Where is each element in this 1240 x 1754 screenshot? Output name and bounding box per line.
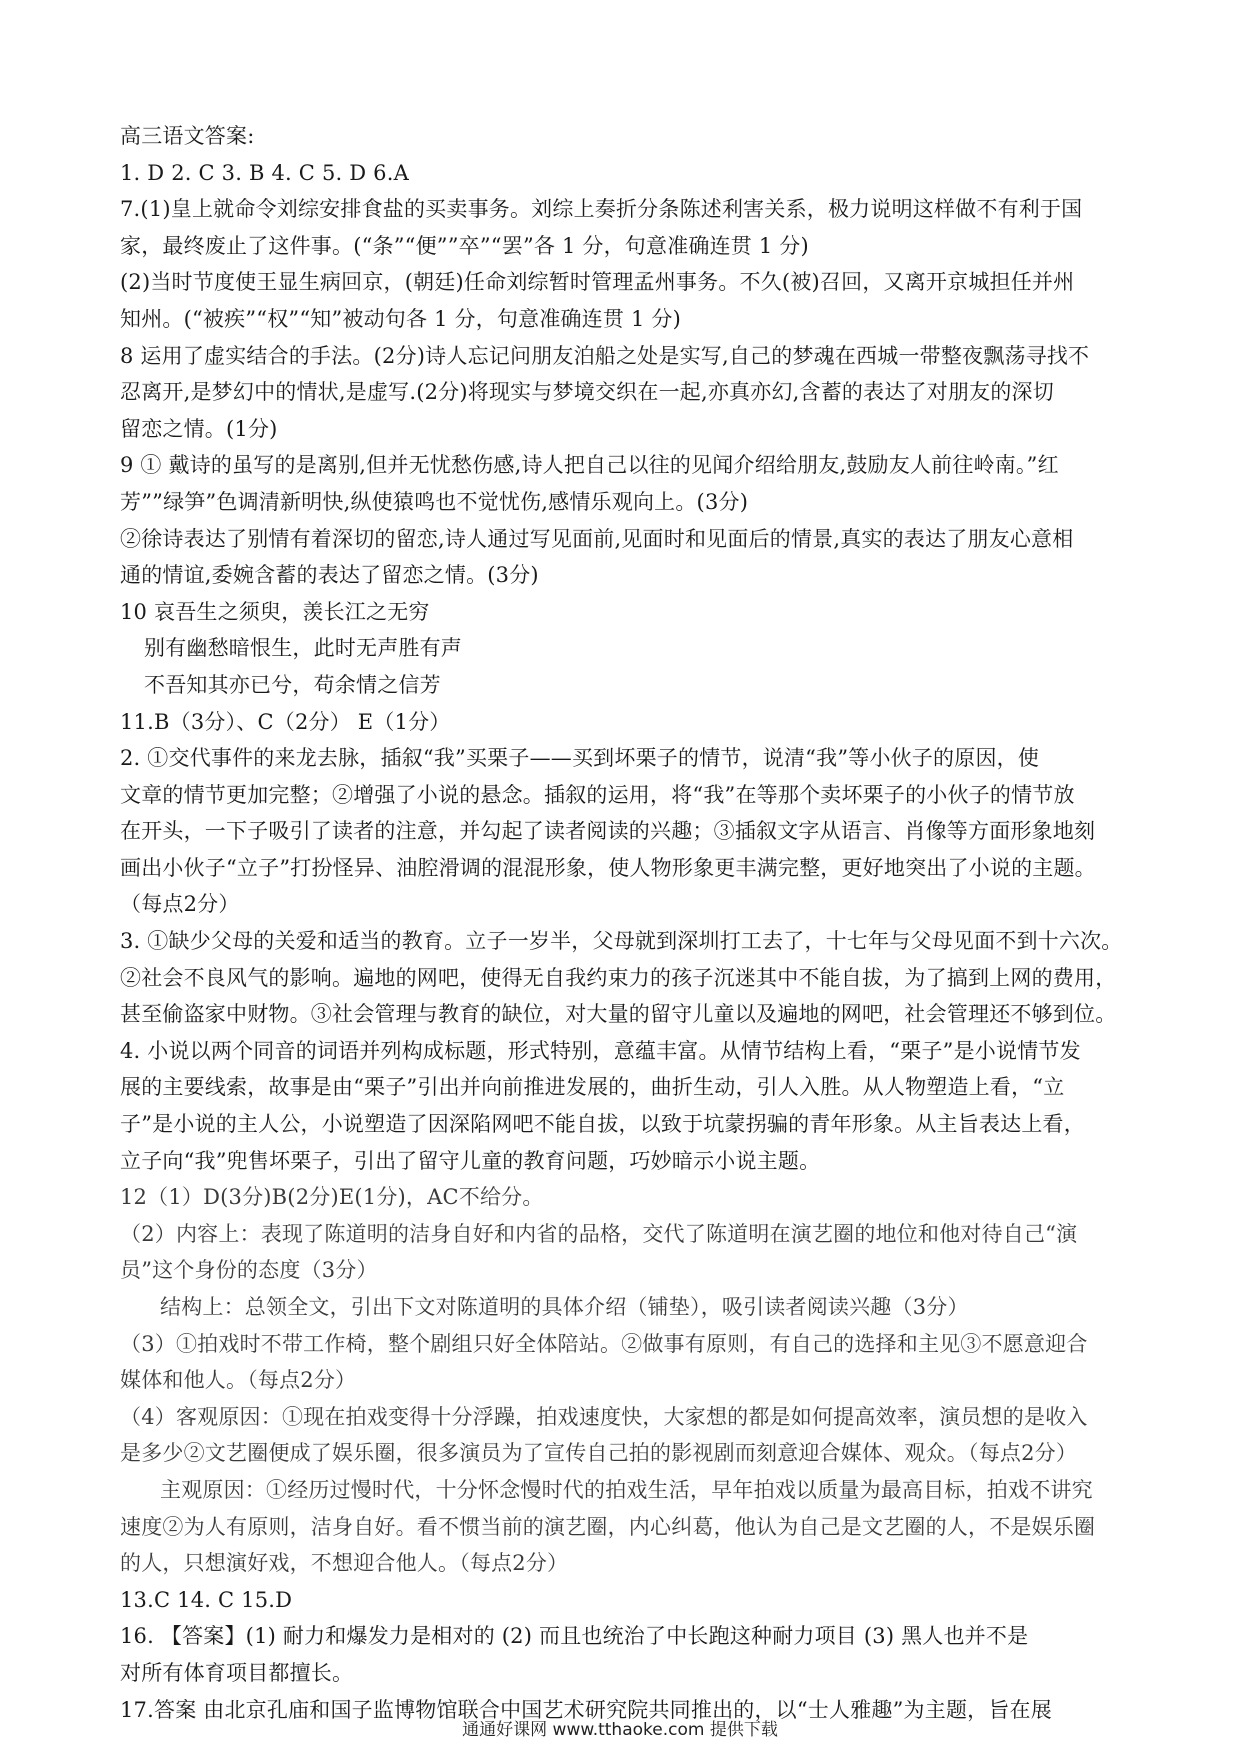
answer-document: [120, 118, 1130, 1728]
answer-line: 2. ①交代事件的来龙去脉，插叙“我”买栗子——买到坏栗子的情节，说清“我”等小伙子的原因，使: [120, 746, 1040, 771]
answer-line: 16. 【答案】(1) 耐力和爆发力是相对的 (2) 而且也统治了中长跑这种耐力项目 (3) 黑人也并不是: [120, 1624, 1029, 1649]
answer-line: ②社会不良风气的影响。遍地的网吧，使得无自我约束力的孩子沉迷其中不能自拔，为了搞到上网的费用，: [120, 965, 1117, 990]
answer-line: 文章的情节更加完整；②增强了小说的悬念。插叙的运用，将“我”在等那个卖坏栗子的小伙子的情节放: [120, 782, 1075, 807]
answer-line: 17.答案 由北京孔庙和国子监博物馆联合中国艺术研究院共同推出的，以“士人雅趣”为主题，旨在展: [120, 1697, 1052, 1722]
answer-line: 忍离开,是梦幻中的情状,是虚写.(2分)将现实与梦境交织在一起,亦真亦幻,含蓄的表达了对朋友的深切: [120, 380, 1054, 405]
answer-line: 在开头，一下子吸引了读者的注意，并勾起了读者阅读的兴趣；③插叙文字从语言、肖像等方面形象地刻: [120, 819, 1096, 844]
answer-line: 对所有体育项目都擅长。: [120, 1660, 354, 1685]
answer-line: (2)当时节度使王显生病回京，(朝廷)任命刘综暂时管理孟州事务。不久(被)召回，又离开京城担任并州: [120, 270, 1075, 295]
answer-line: 结构上：总领全文，引出下文对陈道明的具体介绍（铺垫），吸引读者阅读兴趣（3分）: [160, 1295, 969, 1319]
answer-line: 8 运用了虚实结合的手法。(2分)诗人忘记问朋友泊船之处是实写,自己的梦魂在西城一带整夜飘荡寻找不: [120, 343, 1090, 368]
answer-line: 画出小伙子“立子”打扮怪异、油腔滑调的混混形象，使人物形象更丰满完整，更好地突出了小说的主题。: [120, 855, 1096, 880]
answer-line: （2）内容上：表现了陈道明的洁身自好和内省的品格，交代了陈道明在演艺圈的地位和他对待自己“演: [120, 1221, 1078, 1246]
answer-line: 主观原因：①经历过慢时代，十分怀念慢时代的拍戏生活，早年拍戏以质量为最高目标，拍戏不讲究: [160, 1477, 1093, 1502]
answer-line: 通的情谊,委婉含蓄的表达了留恋之情。(3分): [120, 563, 539, 588]
page-footer: 通通好课网 www.tthaoke.com 提供下载: [462, 1720, 778, 1740]
answer-line: 员”这个身份的态度（3分）: [120, 1258, 378, 1283]
answer-line: （3）①拍戏时不带工作椅，整个剧组只好全体陪站。②做事有原则，有自己的选择和主见③不愿意迎合: [120, 1331, 1088, 1356]
answer-line: 立子向“我”兜售坏栗子，引出了留守儿童的教育问题，巧妙暗示小说主题。: [120, 1148, 821, 1173]
answer-line: 10 哀吾生之须臾，羡长江之无穷: [120, 599, 430, 624]
answer-line: 7.(1)皇上就命令刘综安排食盐的买卖事务。刘综上奏折分条陈述利害关系，极力说明这样做不有利于国: [120, 197, 1083, 222]
document-title: 高三语文答案:: [120, 124, 255, 148]
answer-line: （每点2分）: [120, 892, 240, 917]
answer-line: 13.C 14. C 15.D: [120, 1587, 293, 1612]
answer-line: 芳””绿笋”色调清新明快,纵使猿鸣也不觉忧伤,感情乐观向上。(3分): [120, 489, 749, 514]
answer-line: 知州。(“被疾”“权”“知”被动句各 1 分，句意准确连贯 1 分): [120, 306, 682, 331]
answer-line: 11.B（3分）、C（2分） E（1分）: [120, 709, 451, 734]
answer-line: ②徐诗表达了别情有着深切的留恋,诗人通过写见面前,见面时和见面后的情景,真实的表达了朋友心意相: [120, 526, 1074, 551]
answer-line: 留恋之情。(1分): [120, 416, 278, 441]
answer-line: 4. 小说以两个同音的词语并列构成标题，形式特别，意蕴丰富。从情节结构上看，“栗子”是小说情节发: [120, 1038, 1081, 1063]
answer-line: 子”是小说的主人公，小说塑造了因深陷网吧不能自拔，以致于坑蒙拐骗的青年形象。从主旨表达上看，: [120, 1112, 1085, 1137]
answer-line: 的人，只想演好戏，不想迎合他人。（每点2分）: [120, 1551, 569, 1576]
answer-line: 速度②为人有原则，洁身自好。看不惯当前的演艺圈，内心纠葛，他认为自己是文艺圈的人，不是娱乐圈: [120, 1514, 1096, 1539]
answer-line: 12（1）D(3分)B(2分)E(1分)，AC不给分。: [120, 1185, 544, 1210]
answer-line: 别有幽愁暗恨生，此时无声胜有声: [144, 636, 462, 661]
answer-line: （4）客观原因：①现在拍戏变得十分浮躁，拍戏速度快，大家想的都是如何提高效率，演员想的是收入: [120, 1404, 1088, 1429]
answer-line: 9 ① 戴诗的虽写的是离别,但并无忧愁伤感,诗人把自己以往的见闻介绍给朋友,鼓励友人前往岭南。”红: [120, 453, 1059, 478]
answer-line: 3. ①缺少父母的关爱和适当的教育。立子一岁半，父母就到深圳打工去了，十七年与父母见面不到十六次。: [120, 929, 1123, 954]
answer-line: 甚至偷盗家中财物。③社会管理与教育的缺位，对大量的留守儿童以及遍地的网吧，社会管理还不够到位。: [120, 1002, 1117, 1027]
answer-line: 1. D 2. C 3. B 4. C 5. D 6.A: [120, 160, 409, 185]
answer-line: 是多少②文艺圈便成了娱乐圈，很多演员为了宣传自己拍的影视剧而刻意迎合媒体、观众。（每点2分）: [120, 1441, 1078, 1466]
answer-line: 不吾知其亦已兮，苟余情之信芳: [144, 672, 441, 697]
answer-line: 家，最终废止了这件事。(“条”“便””卒”“罢”各 1 分，句意准确连贯 1 分): [120, 233, 809, 258]
answer-line: 媒体和他人。（每点2分）: [120, 1368, 357, 1393]
answer-line: 展的主要线索，故事是由“栗子”引出并向前推进发展的，曲折生动，引人入胜。从人物塑造上看，“立: [120, 1075, 1065, 1100]
